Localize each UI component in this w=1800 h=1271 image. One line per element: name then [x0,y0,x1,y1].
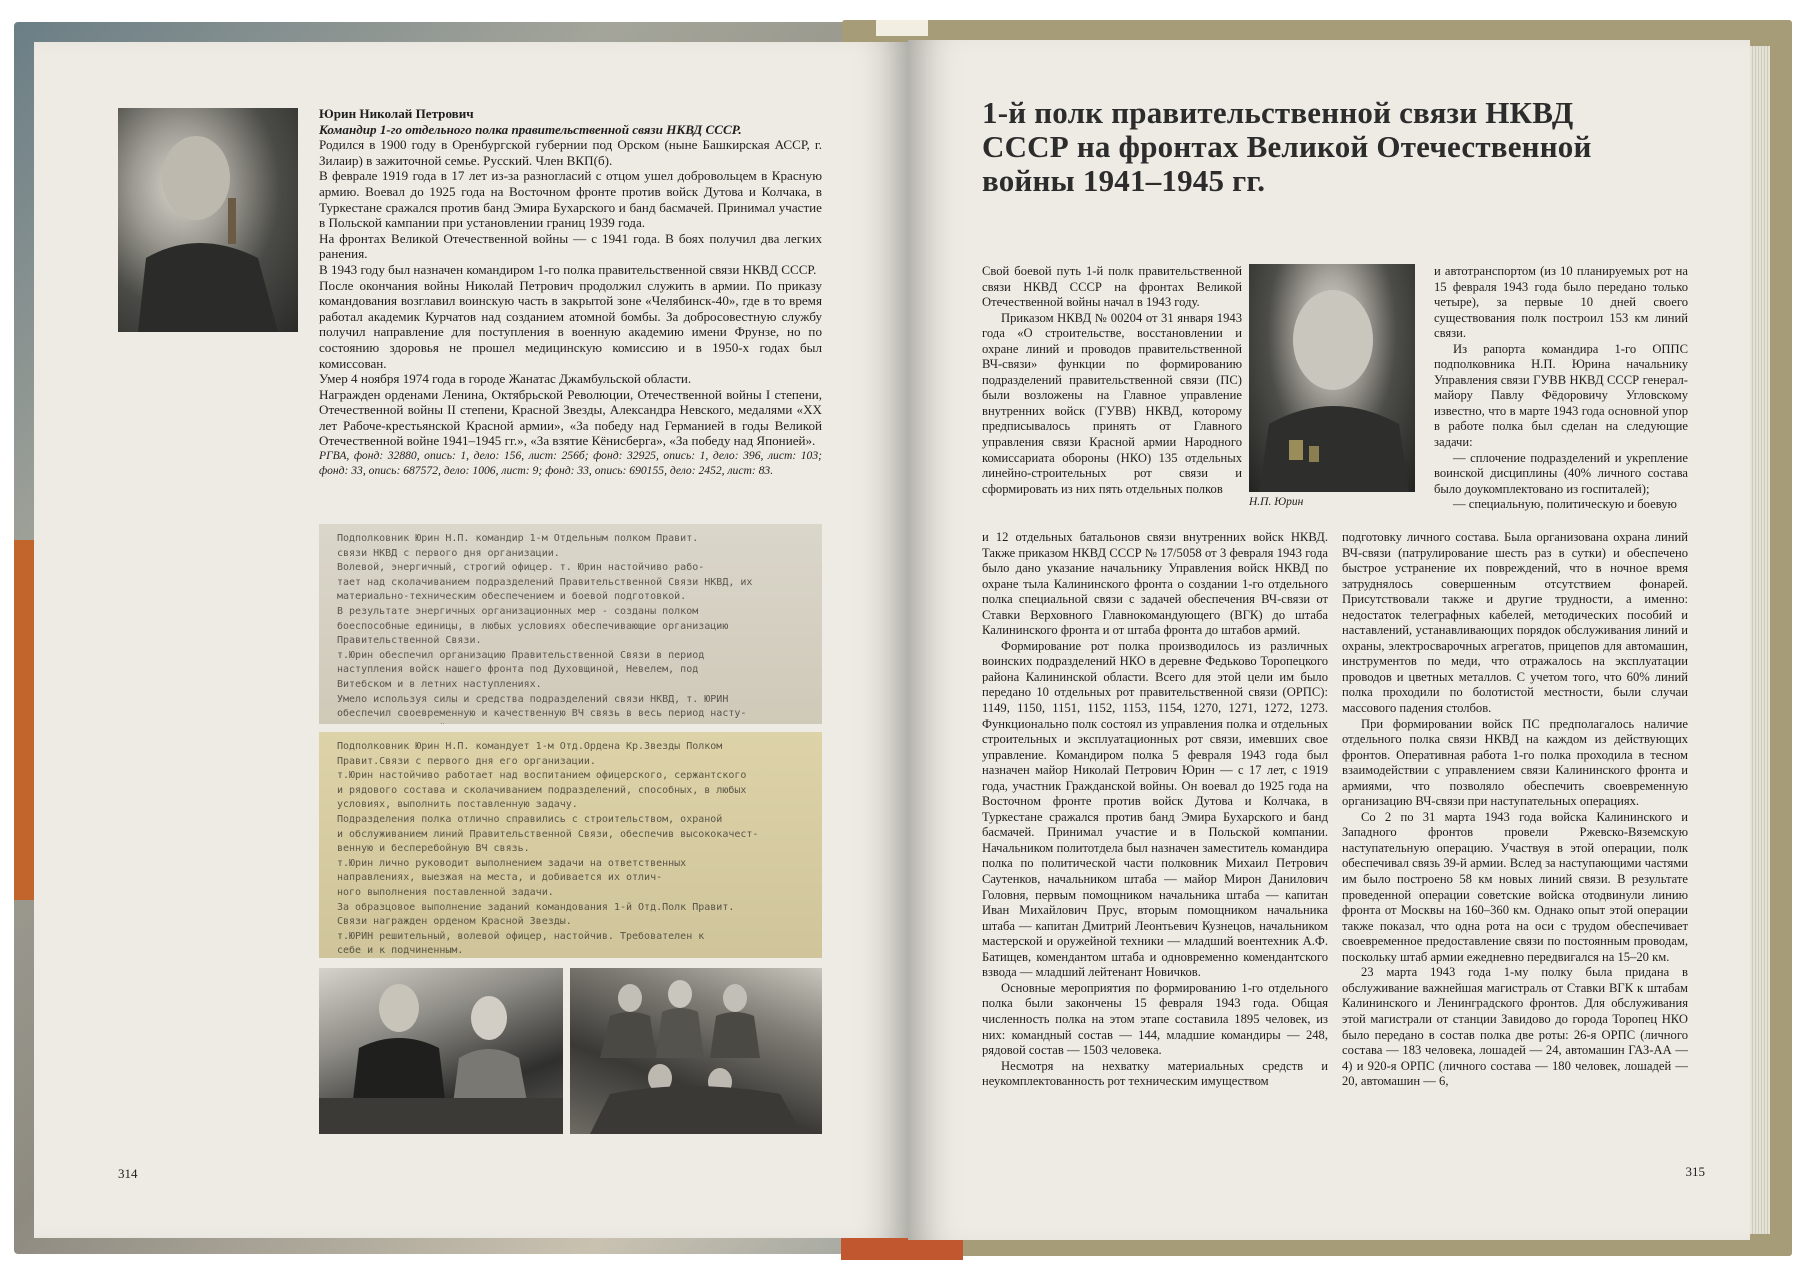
photo-caption: Н.П. Юрин [1249,496,1304,508]
document-line: Подразделения полка отлично справились с строительством, охраной [337,813,723,825]
document-line: материально-техническим обеспечением и боевой подготовкой. [337,591,687,603]
document-line: Волевой, энергичный, строгий офицер. т. Юрин настойчиво рабо- [337,562,705,574]
document-line: тает над сколачиванием подразделений Правительственной Связи НКВД, их [337,576,753,588]
document-line: Правит.Связи с первого дня его организации. [337,755,596,767]
document-line: наступления войск нашего фронта под Духовщиной, Невелем, под [337,664,699,676]
portrait-photo-pipe [118,108,298,332]
right-page [908,40,1750,1240]
document-line [337,722,804,724]
paragraph: — сплочение подразделений и укрепление воинской дисциплины (40% личного состава было доукомплектовано из госпиталей); [1434,450,1688,496]
paragraph: Из рапорта командира 1-го ОППС подполковника Н.П. Юрина начальнику Управления связи ГУВВ НКВД СССР генерал-майору Павлу Фёдоровичу Угловскому известно, что в марте 1943 года основной упор в работе полка был сделан на следующие задачи: [1434,341,1688,450]
paragraph: подготовку личного состава. Была организована охрана линий ВЧ-связи (патрулирование шесть раз в сутки) и обеспечено быстрое устранение их повреждений, что в ночное время затруднялось совершенным отсутствием фонарей. Присутствовали также и другие трудности, а именно: недостаток телеграфных кабелей, методических пособий и наставлений, устанавливающих порядок обслуживания линий и охраны, электросварочных агрегатов, прицепов для автомашин, инструментов по меди, что отражалось на эксплуатации проводов и цветных металлов. С учетом того, что 60% линий полка проходили по болотистой местности, были случаи массового падения столбов. [1342,530,1688,716]
document-line: Витебском и в летних наступлениях. [337,678,542,690]
paragraph: — специальную, политическую и боевую [1453,497,1677,512]
paragraph: Свой боевой путь 1-й полк правительственной связи НКВД СССР на фронтах Великой Отечественной войны начал в 1943 году. [982,264,1242,310]
text-column-right-bottom [1342,530,1688,1090]
document-line: т.Юрин настойчиво работает над воспитанием офицерского, сержантского [337,770,747,782]
document-line: Правительственной Связи. [337,635,482,647]
document-line: обеспечил своевременную и качественную ВЧ связь в весь период насту- [337,708,747,720]
bio-paragraph: В 1943 году был назначен командиром 1-го полка правительственной связи НКВД СССР. [319,261,817,277]
document-line: За образцовое выполнение заданий командования 1-й Отд.Полк Правит. [337,901,735,913]
archival-document-scan-2 [319,732,822,958]
paragraph: Формирование рот полка производилось из различных воинских подразделений НКО в деревне Федьково Торопецкого района Калининской области. Всего для этой цели им было передано 10 отдельных рот правительственной связи (ОРПС): 1149, 1150, 1151, 1152, 1153, 1154, 1270, 1271, 1272, 1273. Функционально полк состоял из управления полка и отдельных строительных и эксплуатационных рот связи, имевших свое управление. Командиром полка 5 февраля 1943 года был назначен майор Николай Петрович Юрин — с 17 лет, с 1919 года, участник Гражданской войны. Он воевал до 1925 года на Восточном фронте против войск Дутова и Колчака, в Туркестане сражался против банд Эмира Бухарского и банд басмачей. Принимал участие и в Польской компании. Начальником политотдела был назначен заместитель командира полка по политической части полковник Михаил Петрович Саутенков, начальником штаба — майор Мирон Данилович Головня, первым помощником начальника штаба — капитан Иван Михайлович Прус, вторым помощником начальника штаба — капитан Дмитрий Леонтьевич Кузнецов, начальником мастерской и оружейной техники — младший воентехник А.Ф. Батищев, комендантом штаба и одновременно комендантского взвода — младший лейтенант Новичков. [982,638,1328,980]
soldiers-photo-icon [570,968,822,1134]
document-line: ного выполнения поставленной задачи. [337,886,554,898]
chapter-title: 1-й полк правительственной связи НКВД СССР на фронтах Великой Отечественной войны 1941–1945 гг. [982,95,1592,198]
text-column-left-top [982,264,1242,497]
paragraph: и 12 отдельных батальонов связи внутренних войск НКВД. Также приказом НКВД СССР № 17/5058 от 3 февраля 1943 года было дано указание начальнику Управления войск НКВД по охране тыла Калининского фронта о создании 1-го отдельного полка специальной связи с задачей обеспечения ВЧ-связи от Ставки Верховного Главнокомандующего (ВГК) до штаба Калининского фронта и от штаба фронта до штабов армий. [982,530,1328,638]
photo-group-soldiers [570,968,822,1134]
paragraph: Приказом НКВД № 00204 от 31 января 1943 года «О строительстве, восстановлении и охране линий и проводов правительственной ВЧ-связи» функции по формированию подразделений правительственной связи (ПС) были возложены на Главное управление внутренних войск (ГУВВ) НКВД, которому предписывалось принять от Главного управления связи Красной армии Народного комиссариата обороны (НКО) 135 отдельных линейно-строительных рот связи и сформировать из них пять отдельных полков [982,310,1242,496]
bio-paragraph: Награжден орденами Ленина, Октябрьской Революции, Отечественной войны I степени, Отечественной войны II степени, Красной Звезды, Александра Невского, медалями «XX лет Рабоче-крестьянской Красной армии», «За победу над Германией в годы Великой Отечественной войне 1941–1945 гг.», «За взятие Кёнисберга», «За победу над Японией». [319,386,822,449]
portrait-silhouette-icon [1249,264,1415,492]
page-number-left: 314 [118,1166,138,1181]
document-line: венную и бесперебойную ВЧ связь. [337,843,530,855]
document-line: В результате энергичных организационных мер - созданы полком [337,605,699,617]
document-line: Связи награжден орденом Красной Звезды. [337,916,572,928]
document-line: т.Юрин лично руководит выполнением задачи на ответственных [337,857,687,869]
officers-photo-icon [319,968,563,1134]
document-line: и рядового состава и сколачиванием подразделений, способных, в любых [337,784,747,796]
document-line: т.Юрин обеспечил организацию Правительственной Связи в период [337,649,705,661]
bio-paragraph: После окончания войны Николай Петрович продолжил служить в армии. По приказу командования возглавил воинскую часть в закрытой зоне «Челябинск-40», где в то время работал академик Курчатов над созданием атомной бомбы. За добросовестную службу получил направление для поступления в военную академию имени Фрунзе, но по состоянию здоровья не прошел медицинскую комиссию и в 1950-х годах был комиссован. [319,277,822,371]
bio-name: Юрин Николай Петрович [319,106,474,121]
page-number-right: 315 [1685,1164,1705,1179]
document-line: т.ЮРИН решительный, волевой офицер, настойчив. Требователен к [337,930,705,942]
bio-paragraph: Умер 4 ноября 1974 года в городе Жанатас Джамбульской области. [319,371,692,387]
bio-paragraph: В феврале 1919 года в 17 лет из-за разногласий с отцом ушел добровольцем в Красную армию. Воевал до 1925 года на Восточном фронте против войск Дутова и Колчака, в Туркестане сражался против банд Эмира Бухарского и банд басмачей. Принимал участие в Польской кампании при установлении границ 1939 года. [319,168,822,231]
text-column-right-top [1434,264,1688,513]
paragraph: При формировании войск ПС предполагалось наличие отдельного полка связи НКВД на каждом из действующих фронтов. Оперативная работа 1-го полка проходила в тесном взаимодействии с управлением связи Калининского фронта и армиями, что позволяло обеспечить своевременную организацию ВЧ-связи при наступательных операциях. [1342,716,1688,809]
bio-paragraph: Родился в 1900 году в Оренбургской губернии под Орском (ныне Башкирская АССР, г. Зилаир) в зажиточной семье. Русский. Член ВКП(б). [319,137,822,168]
document-line: направлениях, выезжая на места, и добивается их отлич- [337,872,663,884]
biography-block [319,106,822,478]
document-line: себе и к подчиненным. [337,945,464,957]
text-column-left-bottom [982,530,1328,1090]
bio-paragraph: На фронтах Великой Отечественной войны — с 1941 года. В боях получил два легких ранения. [319,230,822,262]
document-line: Умело используя силы и средства подразделений связи НКВД, т. ЮРИН [337,693,729,705]
archival-document-scan-1 [319,524,822,724]
document-line: и обслуживанием линий Правительственной Связи, обеспечив высококачест- [337,828,759,840]
paragraph: 23 марта 1943 года 1-му полку была придана в обслуживание важнейшая магистраль от Ставки ВГК к штабам Калининского и Ленинградского фронтов. Для обслуживания этой магистрали от станции Завидово до города Торопец НКО было передано в состав полка две роты: 26-я ОРПС (личного состава — 183 человека, лошадей — 24, автомашин ГАЗ-АА — 4) и 920-я ОРПС (личного состава — 180 человек, лошадей — 20, автомашин — 6, [1342,965,1688,1089]
archive-reference: РГВА, фонд: 32880, опись: 1, дело: 156, лист: 256б; фонд: 32925, опись: 1, дело: 396, лист: 103; фонд: 33, опись: 687572, дело: 1006, лист: 9; фонд: 33, опись: 690155, дело: 2452, лист: 83. [319,449,822,477]
portrait-photo-yurin [1249,264,1415,492]
left-page [34,42,908,1238]
document-line: Подполковник Юрин Н.П. командует 1-м Отд.Ордена Кр.Звезды Полком [337,741,723,752]
page-edges [1750,46,1770,1234]
paragraph: и автотранспортом (из 10 планируемых рот на 15 февраля 1943 года было передано только четыре), за первые 10 дней своего существования полк построил 153 км линий связи. [1434,264,1688,341]
document-line: условиях, выполнить поставленную задачу. [337,799,578,811]
cover-accent-strip [14,540,34,900]
bookmark-ribbon-top [876,20,928,36]
document-line: связи НКВД с первого дня организации. [337,547,560,559]
bio-role: Командир 1-го отдельного полка правительственной связи НКВД СССР. [319,121,742,137]
photo-officers-at-table [319,968,563,1134]
document-line: боеспособные единицы, в любых условиях обеспечивающие организацию [337,620,729,632]
paragraph: Со 2 по 31 марта 1943 года войска Калининского и Западного фронтов провели Ржевско-Вяземскую наступательную операцию. Участвуя в этой операции, полк обеспечивал связь 39-й армии. Вслед за наступающими частями им было построено 58 км новых линий связи. В результате проведенной операции советские войска отодвинули линию фронта от Москвы на 160–360 км. Однако опыт этой операции также показал, что одна рота на оси с трудом обеспечивает своевременное предоставление связи по постоянным проводам, поскольку штаб армии ежедневно передвигался на 15–20 км. [1342,809,1688,964]
portrait-silhouette-icon [118,108,298,332]
paragraph: Основные мероприятия по формированию 1-го отдельного полка были закончены 15 февраля 1943 года. Общая численность полка на этом этапе составила 1895 человек, из них: командный состав — 144, младшие командиры — 248, рядовой состав — 1503 человека. [982,980,1328,1058]
document-line: Подполковник Юрин Н.П. командир 1-м Отдельным полком Правит. [337,533,699,544]
paragraph: Несмотря на нехватку материальных средств и неукомплектованность рот техническим имуществом [982,1058,1328,1089]
